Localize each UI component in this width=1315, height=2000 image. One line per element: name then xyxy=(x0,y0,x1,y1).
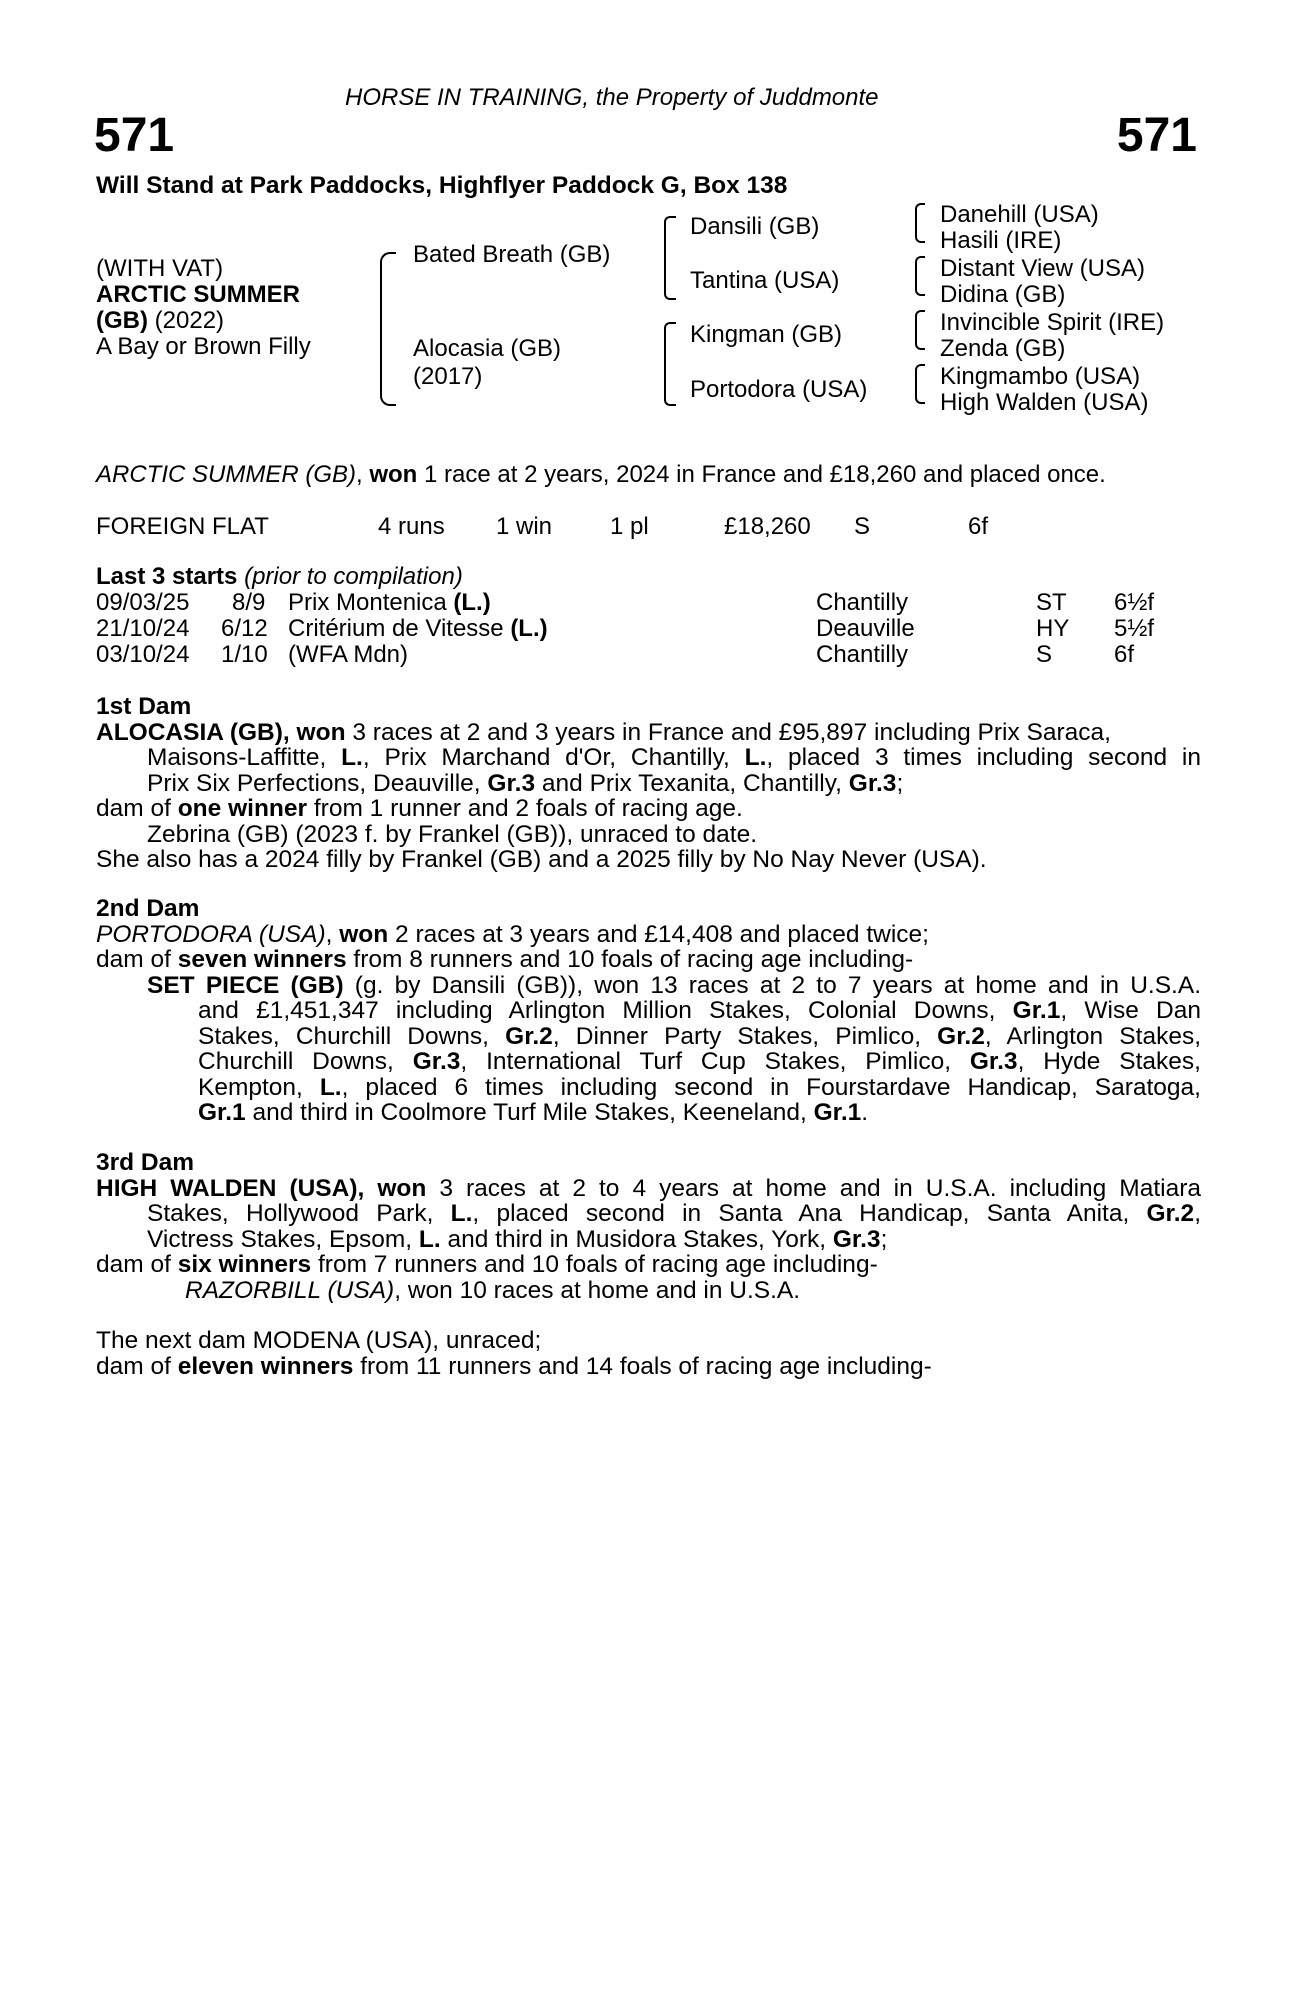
summary-won: won xyxy=(369,461,418,488)
pedigree-dam-year: (2017) xyxy=(413,363,483,390)
start-course: Deauville xyxy=(816,615,915,642)
start-race-grade: (L.) xyxy=(510,615,548,642)
vat-note: (WITH VAT) xyxy=(96,255,224,282)
set-piece-line-5: Kempton, L., placed 6 times including second in Fourstardave Handicap, Saratoga, xyxy=(198,1073,1201,1101)
pedigree-brace-ggp-2 xyxy=(915,256,925,296)
set-piece-line-6: Gr.1 and third in Coolmore Turf Mile Stakes, Keeneland, Gr.1. xyxy=(198,1099,869,1126)
pedigree-ggp: Distant View (USA) xyxy=(940,255,1145,282)
last-starts-heading xyxy=(96,564,463,590)
pedigree-ggp: Invincible Spirit (IRE) xyxy=(940,309,1165,336)
start-distance: 6f xyxy=(1114,641,1135,668)
record-places: 1 pl xyxy=(610,513,649,540)
start-going: HY xyxy=(1036,615,1070,642)
pedigree-dam: Alocasia (GB) xyxy=(413,335,562,362)
first-dam-heading: 1st Dam xyxy=(96,693,192,720)
pedigree-ggp: Hasili (IRE) xyxy=(940,227,1062,254)
lot-number-right: 571 xyxy=(1116,109,1197,162)
start-distance: 6½f xyxy=(1114,589,1155,616)
third-dam-produce: dam of six winners from 7 runners and 10 foals of racing age including- xyxy=(96,1251,878,1278)
horse-description: A Bay or Brown Filly xyxy=(96,333,311,360)
record-wins: 1 win xyxy=(496,513,553,540)
set-piece-line-3: Stakes, Churchill Downs, Gr.2, Dinner Party Stakes, Pimlico, Gr.2, Arlington Stakes, xyxy=(198,1022,1201,1050)
pedigree-brace-sire xyxy=(664,216,676,300)
next-dam-section xyxy=(96,1328,1201,1379)
lot-number-left: 571 xyxy=(94,109,175,162)
start-date: 21/10/24 xyxy=(96,615,190,642)
pedigree-ggp: Danehill (USA) xyxy=(940,201,1099,228)
first-dam-progeny: Zebrina (GB) (2023 f. by Frankel (GB)), unraced to date. xyxy=(147,820,758,848)
start-race-grade: (L.) xyxy=(453,589,491,616)
start-race-name: Critérium de Vitesse xyxy=(288,615,511,642)
start-race xyxy=(288,616,548,642)
horse-year: (2022) xyxy=(147,307,225,334)
start-race xyxy=(288,642,408,668)
horse-name: ARCTIC SUMMER xyxy=(96,281,300,308)
start-race xyxy=(288,590,491,616)
start-race-name: Prix Montenica xyxy=(288,589,454,616)
summary-text: 1 race at 2 years, 2024 in France and £18,260 and placed once. xyxy=(417,461,1106,488)
record-going: S xyxy=(854,513,871,540)
record-distance: 6f xyxy=(968,513,989,540)
first-dam-line-3: Prix Six Perfections, Deauville, Gr.3 and Prix Texanita, Chantilly, Gr.3; xyxy=(147,769,904,797)
start-date: 03/10/24 xyxy=(96,641,190,668)
pedigree-ggp: Kingmambo (USA) xyxy=(940,363,1141,390)
pedigree-sire: Bated Breath (GB) xyxy=(413,241,611,268)
race-summary: ARCTIC SUMMER (GB), won 1 race at 2 years, 2024 in France and £18,260 and placed once. xyxy=(96,461,1106,488)
pedigree-brace-ggp-3 xyxy=(915,310,925,350)
start-race-name: (WFA Mdn) xyxy=(288,641,409,668)
start-going: ST xyxy=(1036,589,1067,616)
pedigree-brace-ggp-1 xyxy=(915,203,925,243)
second-dam-name: PORTODORA (USA) xyxy=(96,920,326,948)
pedigree-brace-dam xyxy=(664,322,676,406)
second-dam-section xyxy=(96,896,1201,1126)
last-starts-note: (prior to compilation) xyxy=(244,563,463,590)
first-dam-line-1: ALOCASIA (GB), won 3 races at 2 and 3 years in France and £95,897 including Prix Saraca, xyxy=(96,718,1111,746)
second-dam-heading: 2nd Dam xyxy=(96,895,200,922)
set-piece-name: SET PIECE (GB) xyxy=(147,971,344,999)
pedigree-ggp: Zenda (GB) xyxy=(940,335,1066,362)
start-date: 09/03/25 xyxy=(96,589,190,616)
second-dam-produce: dam of seven winners from 8 runners and 10 foals of racing age including- xyxy=(96,946,914,973)
last-starts-title: Last 3 starts xyxy=(96,563,238,590)
pedigree-sire-dam: Tantina (USA) xyxy=(690,267,840,294)
record-runs: 4 runs xyxy=(378,513,445,540)
start-position: 8/9 xyxy=(232,589,266,616)
first-dam-name: ALOCASIA (GB) xyxy=(96,718,283,746)
third-dam-heading: 3rd Dam xyxy=(96,1149,195,1176)
stabling-location: Will Stand at Park Paddocks, Highflyer Paddock G, Box 138 xyxy=(96,172,788,199)
first-dam-won: won xyxy=(296,718,346,746)
horse-origin xyxy=(96,308,224,334)
third-dam-line-1: HIGH WALDEN (USA), won 3 races at 2 to 4 years at home and in U.S.A. including Matiara xyxy=(96,1174,1201,1202)
pedigree-sire-sire: Dansili (GB) xyxy=(690,213,820,240)
start-distance: 5½f xyxy=(1114,615,1155,642)
third-dam-line-3: Victress Stakes, Epsom, L. and third in Musidora Stakes, York, Gr.3; xyxy=(147,1225,888,1253)
first-dam-section xyxy=(96,694,1201,873)
third-dam-name: HIGH WALDEN (USA) xyxy=(96,1174,358,1202)
start-course: Chantilly xyxy=(816,641,909,668)
next-dam-intro: The next dam MODENA (USA), unraced; xyxy=(96,1327,542,1354)
record-earnings: £18,260 xyxy=(724,513,811,540)
catalogue-subtitle: HORSE IN TRAINING, the Property of Juddmonte xyxy=(345,84,879,111)
record-category: FOREIGN FLAT xyxy=(96,513,269,540)
first-dam-line-2: Maisons-Laffitte, L., Prix Marchand d'Or, Chantilly, L., placed 3 times including second in xyxy=(147,744,1201,771)
start-position: 6/12 xyxy=(221,615,268,642)
start-course: Chantilly xyxy=(816,589,909,616)
next-dam-produce: dam of eleven winners from 11 runners and 14 foals of racing age including- xyxy=(96,1352,932,1380)
third-dam-progeny: RAZORBILL (USA), won 10 races at home and in U.S.A. xyxy=(185,1276,801,1304)
pedigree-ggp: High Walden (USA) xyxy=(940,389,1149,416)
start-position: 1/10 xyxy=(221,641,268,668)
set-piece-line-1: SET PIECE (GB) (g. by Dansili (GB)), won 13 races at 2 to 7 years at home and in U.S.A. xyxy=(147,971,1201,999)
pedigree-ggp: Didina (GB) xyxy=(940,281,1066,308)
pedigree-dam-dam: Portodora (USA) xyxy=(690,376,868,403)
start-going: S xyxy=(1036,641,1053,668)
third-dam-section xyxy=(96,1150,1201,1303)
horse-country: (GB) xyxy=(96,307,148,334)
first-dam-also: She also has a 2024 filly by Frankel (GB) and a 2025 filly by No Nay Never (USA). xyxy=(96,846,987,873)
pedigree-brace-main xyxy=(380,252,396,406)
pedigree-brace-ggp-4 xyxy=(915,364,925,404)
pedigree-dam-sire: Kingman (GB) xyxy=(690,321,843,348)
first-dam-produce: dam of one winner from 1 runner and 2 foals of racing age. xyxy=(96,795,743,822)
third-dam-line-2: Stakes, Hollywood Park, L., placed second in Santa Ana Handicap, Santa Anita, Gr.2, xyxy=(147,1200,1201,1227)
set-piece-line-4: Churchill Downs, Gr.3, International Turf Cup Stakes, Pimlico, Gr.3, Hyde Stakes, xyxy=(198,1048,1201,1075)
second-dam-line-1: PORTODORA (USA), won 2 races at 3 years and £14,408 and placed twice; xyxy=(96,920,929,948)
set-piece-line-2: and £1,451,347 including Arlington Million Stakes, Colonial Downs, Gr.1, Wise Dan xyxy=(198,997,1201,1024)
summary-horse-name: ARCTIC SUMMER (GB) xyxy=(96,461,356,488)
